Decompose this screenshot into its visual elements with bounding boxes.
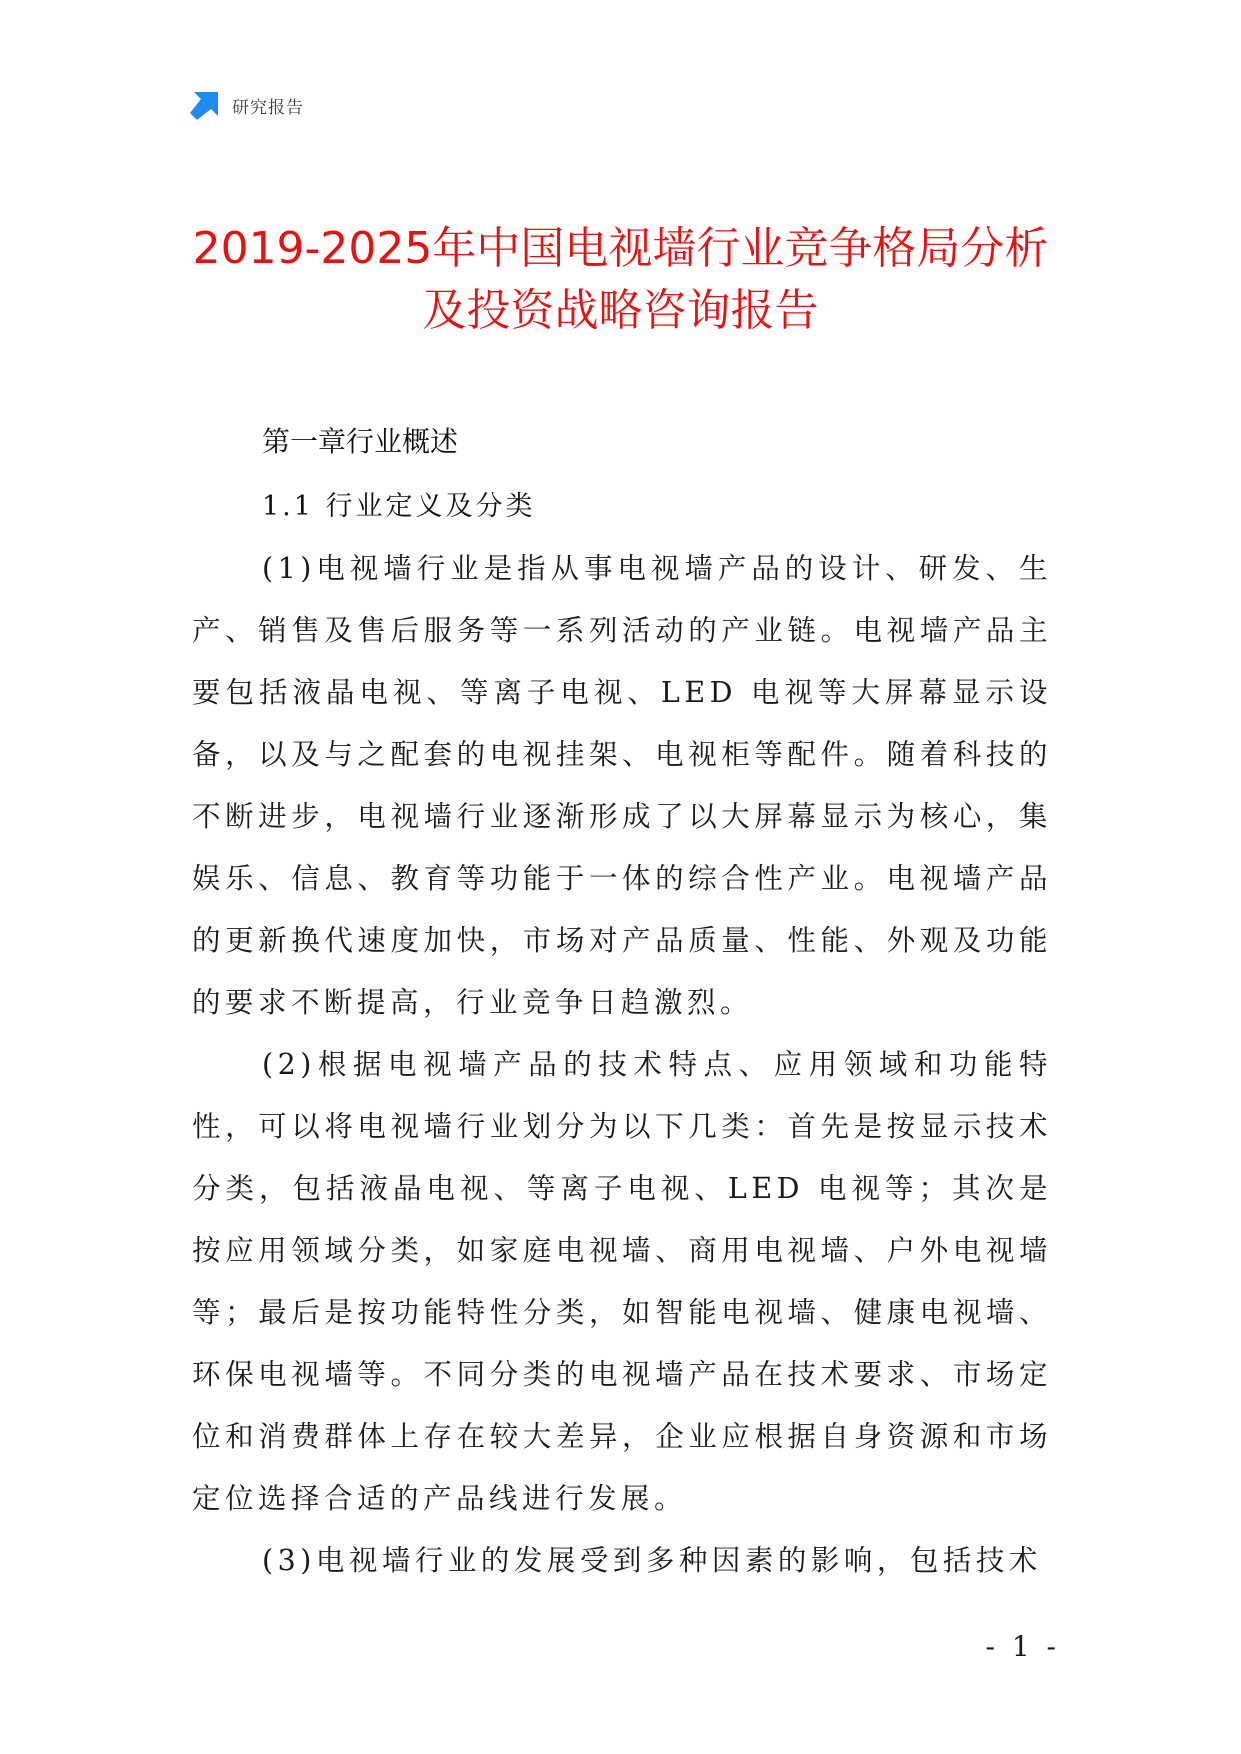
page-number: - 1 - [985,1630,1060,1663]
paragraph-3: (3)电视墙行业的发展受到多种因素的影响，包括技术 [262,1544,1042,1577]
document-title [150,218,1091,342]
body-text [192,538,1052,1592]
report-header [190,88,304,122]
header-label: 研究报告 [232,97,304,118]
title-line-2: 及投资战略咨询报告 [422,285,819,336]
chapter-heading: 第一章行业概述 [262,425,459,458]
arrow-up-right-icon [190,90,220,120]
title-line-1: 2019-2025年中国电视墙行业竞争格局分析 [192,223,1049,274]
paragraph-2: (2)根据电视墙产品的技术特点、应用领域和功能特性，可以将电视墙行业划分为以下几类：首先是按显示技术分类，包括液晶电视、等离子电视、LED 电视等；其次是按应用领域分类，如家庭电视墙、商用电视墙、户外电视墙等；最后是按功能特性分类，如智能电视墙、健康电视墙、环保电视墙等。不同分类的电视墙产品在技术要求、市场定位和消费群体上存在较大差异，企业应根据自身资源和市场定位选择合适的产品线进行发展。 [192,1048,1052,1515]
section-heading: 1.1 行业定义及分类 [262,491,536,522]
paragraph-1: (1)电视墙行业是指从事电视墙产品的设计、研发、生产、销售及售后服务等一系列活动的产业链。电视墙产品主要包括液晶电视、等离子电视、LED 电视等大屏幕显示设备，以及与之配套的电视挂架、电视柜等配件。随着科技的不断进步，电视墙行业逐渐形成了以大屏幕显示为核心，集娱乐、信息、教育等功能于一体的综合性产业。电视墙产品的更新换代速度加快，市场对产品质量、性能、外观及功能的要求不断提高，行业竞争日趋激烈。 [192,552,1052,1019]
